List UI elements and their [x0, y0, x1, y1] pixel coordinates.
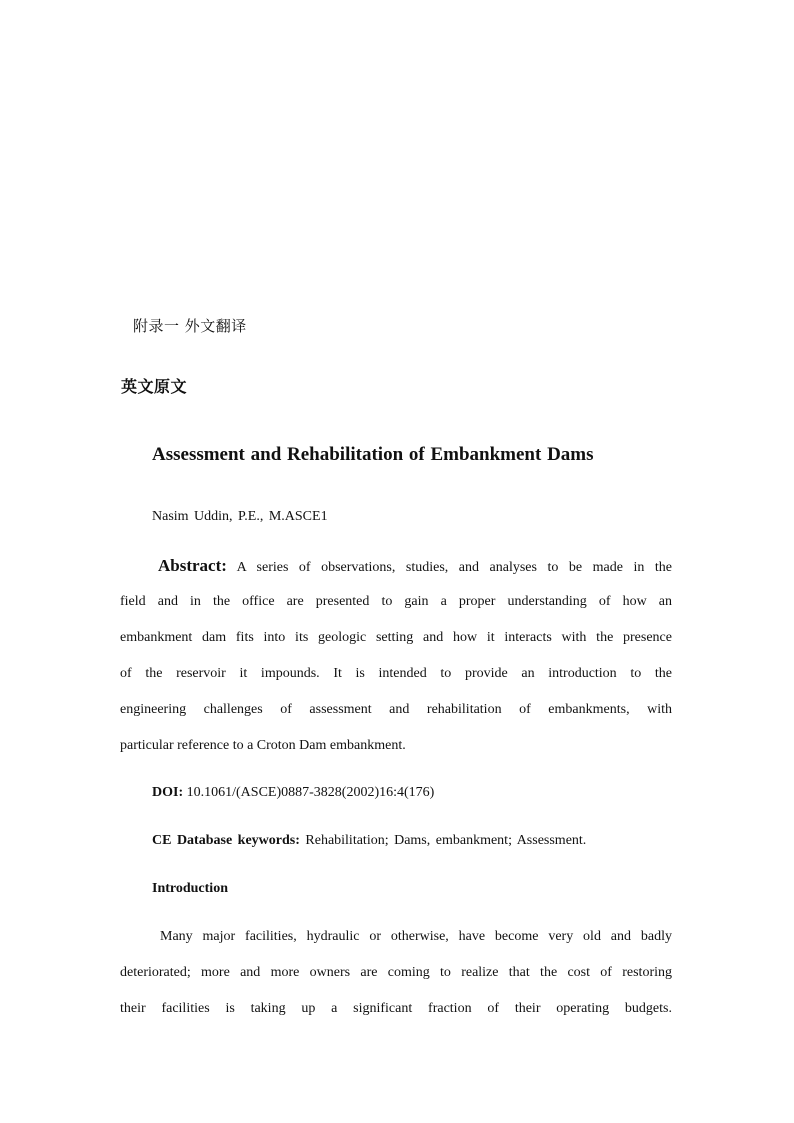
- abstract-label: Abstract:: [158, 556, 227, 575]
- doi-value: 10.1061/(ASCE)0887-3828(2002)16:4(176): [186, 785, 435, 800]
- keywords-line: [152, 832, 586, 850]
- doi-line: [152, 784, 434, 802]
- intro-line: their facilities is taking up a significant fraction of their operating budgets.: [120, 1001, 672, 1016]
- keywords-value: Rehabilitation; Dams, embankment; Assessment.: [305, 833, 587, 848]
- abstract-line: embankment dam fits into its geologic setting and how it interacts with the presence: [120, 630, 672, 645]
- abstract-line: of the reservoir it impounds. It is intended to provide an introduction to the: [120, 666, 672, 681]
- abstract-line: [120, 548, 672, 584]
- article-title: Assessment and Rehabilitation of Embankment Dams: [152, 444, 594, 465]
- keywords-label: CE Database keywords:: [152, 833, 300, 848]
- abstract-line: field and in the office are presented to gain a proper understanding of how an: [120, 594, 672, 609]
- abstract-line-text: A series of observations, studies, and analyses to be made in the: [236, 560, 672, 575]
- author-line: Nasim Uddin, P.E., M.ASCE1: [152, 509, 328, 524]
- intro-line: deteriorated; more and more owners are coming to realize that the cost of restoring: [120, 965, 672, 980]
- appendix-heading: 附录一 外文翻译: [133, 317, 247, 335]
- introduction-heading: Introduction: [152, 881, 228, 896]
- abstract-line: engineering challenges of assessment and rehabilitation of embankments, with: [120, 702, 672, 717]
- section-label: 英文原文: [121, 377, 188, 396]
- abstract-line: particular reference to a Croton Dam embankment.: [120, 738, 406, 753]
- abstract-paragraph: [120, 548, 672, 764]
- doi-label: DOI:: [152, 785, 184, 800]
- introduction-paragraph: [120, 919, 672, 1027]
- intro-line: Many major facilities, hydraulic or otherwise, have become very old and badly: [160, 929, 672, 944]
